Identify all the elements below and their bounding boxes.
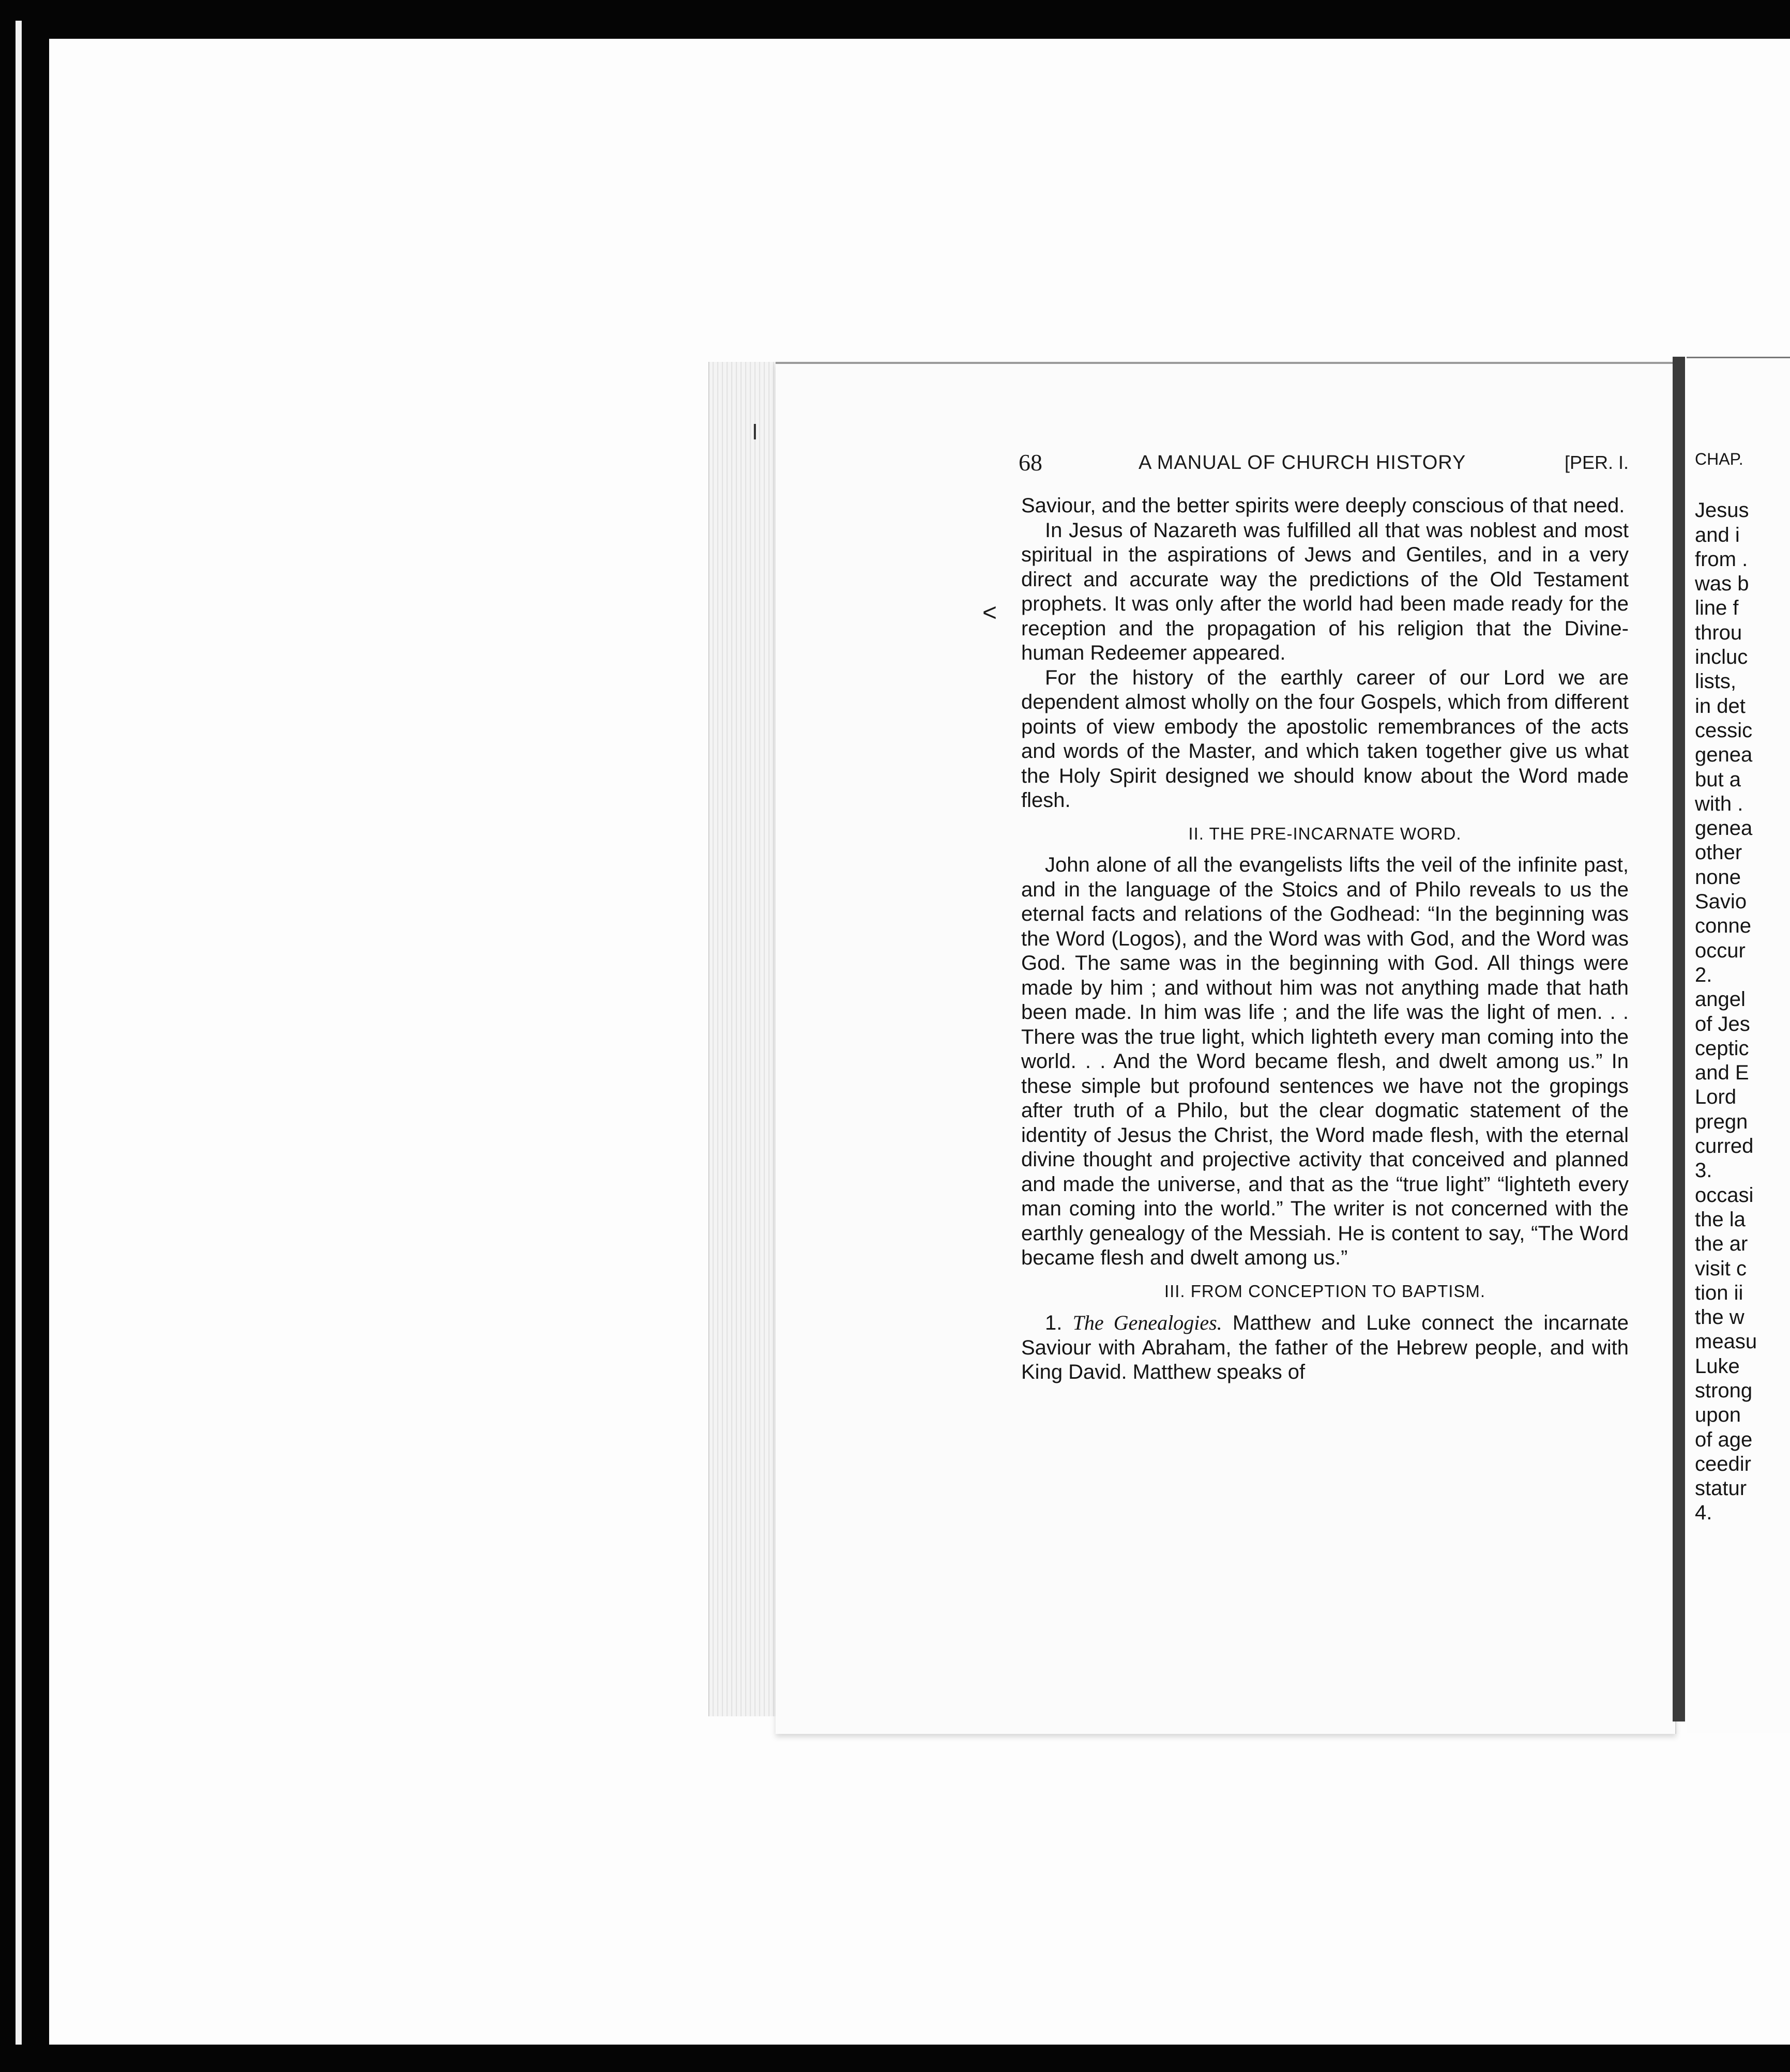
next-page-line: statur [1695, 1477, 1747, 1500]
next-page-line: upon [1695, 1404, 1741, 1427]
next-page-line: Lord [1695, 1086, 1737, 1109]
period-label: [PER. I. [1564, 452, 1629, 473]
next-page-line: Jesus [1695, 499, 1749, 522]
page-number: 68 [1019, 449, 1042, 476]
next-page-line: conne [1695, 915, 1751, 938]
paragraph: In Jesus of Nazareth was fulfilled all that was noblest and most spiritual in the aspirations of Jews and Gentiles, and in a very direct and accurate way the predictions of the Old Testament prophets. It was only after the world had been made ready for the reception and the propagation of his religion that the Divine-human Redeemer appeared. [1021, 519, 1629, 664]
book-title: A MANUAL OF CHURCH HISTORY [1139, 452, 1466, 474]
next-page-line: strong [1695, 1379, 1753, 1402]
scan-border-left [0, 0, 49, 2072]
next-page-line: and i [1695, 523, 1740, 546]
next-page-line: the ar [1695, 1232, 1748, 1256]
next-page-line: 4. [1695, 1501, 1712, 1525]
paragraph: John alone of all the evangelists lifts the veil of the infinite past, and in the language of the Stoics and of Philo reveals to us the eternal facts and relations of the Godhead: “In the beginning was the Word (Logos), and the Word was with God, and the Word was God. The same was in the beginning with God. All things were made by him ; and without him was not anything made that hath been made. In him was life ; and the life was the light of men. . . There was the true light, which lighteth every man coming into the world. . . And the Word became flesh, and dwelt among us.” In these simple but profound sentences we have not the gropings after truth of a Philo, but the clear dogmatic statement of the identity of Jesus the Christ, the Word made flesh, with the eternal divine thought and projective activity that conceived and planned and made the universe, and that as the “true light” “lighteth every man coming into the world.” The writer is not concerned with the earthly genealogy of the Messiah. He is content to say, “The Word became flesh and dwelt among us.” [1021, 854, 1629, 1269]
paragraph-text: Matthew and Luke connect the incarnate Saviour with Abraham, the father of the Hebrew people, and with King David. Matthew speaks of [1021, 1312, 1629, 1383]
next-page-line: occasi [1695, 1183, 1754, 1207]
next-page-line: genea [1695, 817, 1753, 840]
next-page-line: ceedir [1695, 1452, 1751, 1475]
next-page-line: 3. [1695, 1159, 1712, 1182]
margin-annotation: < [982, 599, 997, 627]
item-number: 1. [1045, 1312, 1063, 1334]
page-body [1021, 494, 1629, 1385]
next-page-header: CHAP. [1695, 450, 1743, 468]
next-page-line: and E [1695, 1061, 1749, 1085]
next-page-line: cessic [1695, 719, 1753, 742]
subsection-title: The Genealogies. [1072, 1311, 1222, 1334]
next-page-line: other [1695, 841, 1742, 864]
next-page-line: 2. [1695, 963, 1712, 986]
paragraph [1021, 1311, 1629, 1385]
next-page-line: occur [1695, 939, 1746, 962]
next-page-line: of Jes [1695, 1012, 1750, 1035]
next-page-line: with . [1695, 792, 1743, 815]
next-page-line: angel [1695, 988, 1746, 1011]
scan-border-bottom [0, 2045, 1790, 2072]
next-page-line: lists, [1695, 670, 1736, 693]
next-page-line: but a [1695, 768, 1741, 791]
next-page-line: genea [1695, 743, 1753, 767]
next-page-line: was b [1695, 572, 1749, 596]
next-page-line: tion ii [1695, 1281, 1743, 1304]
scan-border-top [0, 0, 1790, 39]
next-page-line: none [1695, 865, 1741, 889]
next-page-line: in det [1695, 694, 1746, 718]
next-page-line: Savio [1695, 890, 1747, 913]
next-page-line: of age [1695, 1428, 1753, 1451]
next-page-line: Luke [1695, 1354, 1740, 1378]
next-page-column [1695, 447, 1790, 1526]
next-page-line: the w [1695, 1306, 1745, 1329]
running-header [1019, 449, 1629, 480]
next-page-line: throu [1695, 621, 1742, 644]
next-page-line: ceptic [1695, 1037, 1749, 1060]
section-heading: II. THE PRE-INCARNATE WORD. [1188, 824, 1462, 843]
next-page-line: curred [1695, 1135, 1754, 1158]
next-page-line: measu [1695, 1330, 1757, 1353]
page-edge-mark [754, 424, 756, 439]
book-spine [1673, 357, 1685, 1721]
next-page-line: line f [1695, 597, 1739, 620]
next-page-line: the la [1695, 1208, 1746, 1231]
paragraph: Saviour, and the better spirits were deeply conscious of that need. [1021, 494, 1625, 517]
paragraph: For the history of the earthly career of our Lord we are dependent almost wholly on the four Gospels, which from different points of view embody the apostolic remembrances of the acts and words of the Master, and which taken together give us what the Holy Spirit designed we should know about the Word made flesh. [1021, 666, 1629, 812]
next-page-line: pregn [1695, 1110, 1748, 1133]
next-page-line: visit c [1695, 1257, 1747, 1280]
next-page-line: incluc [1695, 646, 1748, 669]
section-heading: III. FROM CONCEPTION TO BAPTISM. [1164, 1281, 1486, 1301]
next-page-line: from . [1695, 547, 1748, 571]
